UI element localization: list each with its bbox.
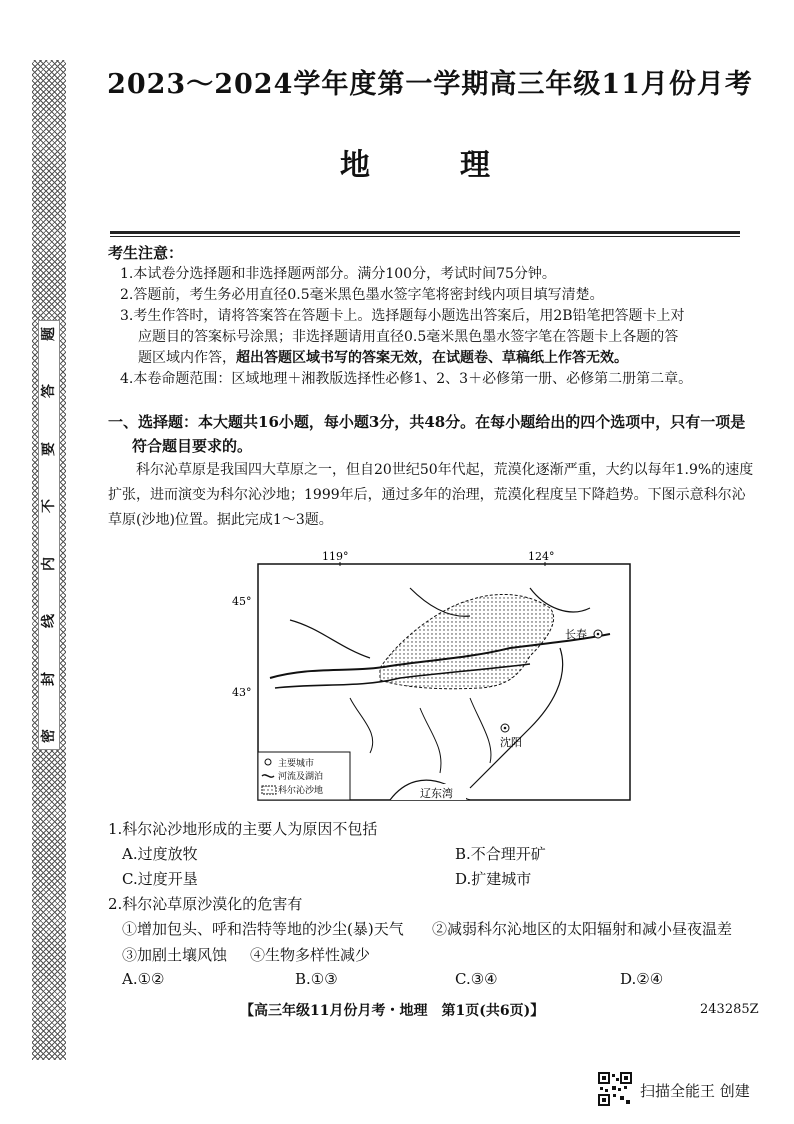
notice-item: 3.考生作答时，请将答案答在答题卡上。选择题每小题选出答案后，用2B铅笔把答题卡上对 — [120, 308, 685, 324]
map-svg — [230, 548, 650, 818]
legend-city: 主要城市 — [278, 759, 315, 769]
scanner-watermark: 扫描全能王 创建 — [640, 1082, 750, 1100]
notice-item-cont — [120, 348, 750, 369]
legend-sand: 科尔沁沙地 — [278, 786, 324, 796]
legend-river: 河流及湖泊 — [278, 772, 324, 782]
q2-statement-4: ④生物多样性减少 — [250, 946, 371, 964]
horqin-map — [230, 548, 650, 818]
notice-item-cont: 应题目的答案标号涂黑；非选择题请用直径0.5毫米黑色墨水签字笔在答题卡上各题的答 — [138, 329, 679, 345]
shenyang-marker-dot — [504, 727, 507, 730]
binding-char: 答 — [41, 384, 57, 399]
lon-label: 124° — [528, 550, 555, 563]
q2-option-a: A.①② — [122, 970, 165, 988]
q2-option-b: B.①③ — [295, 970, 338, 988]
subject-title: 地 理 — [340, 148, 520, 183]
binding-char: 内 — [41, 556, 57, 571]
legend-city-symbol — [265, 759, 271, 765]
header-rule-thin — [110, 236, 740, 237]
exam-title: 2023～2024学年度第一学期高三年级11月份月考 — [107, 69, 753, 100]
legend-sand-symbol — [262, 786, 276, 794]
page-footer: 【高三年级11月份月考・地理 第1页(共6页)】 — [240, 1003, 545, 1019]
q1-option-d: D.扩建城市 — [455, 870, 532, 888]
q2-statement-3: ③加剧土壤风蚀 — [122, 946, 228, 964]
header-rule — [110, 231, 740, 234]
q1-option-c: C.过度开垦 — [122, 870, 198, 888]
notice-item: 1.本试卷分选择题和非选择题两部分。满分100分，考试时间75分钟。 — [120, 266, 556, 282]
question-intro: 科尔沁草原是我国四大草原之一，但自20世纪50年代起，荒漠化逐渐严重，大约以每年1.9%的速度扩张，进而演变为科尔沁沙地；1999年后，通过多年的治理，荒漠化程度呈下降趋势。下图示意科尔沁草原(沙地)位置。据此完成1～3题。 — [108, 462, 754, 528]
q2-statement-2: ②减弱科尔沁地区的太阳辐射和减小昼夜温差 — [432, 920, 733, 938]
q2-option-c: C.③④ — [455, 970, 498, 988]
notice-item: 4.本卷命题范围：区域地理＋湘教版选择性必修1、2、3＋必修第一册、必修第二册第二章。 — [120, 371, 693, 387]
section-heading — [108, 410, 758, 458]
binding-char: 不 — [41, 499, 57, 514]
notice-list — [120, 264, 750, 390]
horqin-sandland-area — [380, 594, 554, 688]
lat-label: 43° — [232, 686, 252, 699]
binding-char: 线 — [41, 614, 57, 629]
city-label-changchun: 长春 — [565, 628, 587, 641]
binding-char: 题 — [41, 327, 57, 341]
q2-statement-1: ①增加包头、呼和浩特等地的沙尘(暴)天气 — [122, 920, 404, 938]
binding-char: 要 — [41, 441, 57, 456]
q1-option-a: A.过度放牧 — [122, 845, 198, 863]
notice-title: 考生注意： — [108, 244, 184, 262]
lat-label: 45° — [232, 595, 252, 608]
binding-notice — [38, 320, 60, 750]
river-southern — [350, 698, 491, 773]
question-1-stem: 1.科尔沁沙地形成的主要人为原因不包括 — [108, 820, 378, 838]
question-2-stem: 2.科尔沁草原沙漠化的危害有 — [108, 895, 303, 913]
notice-item-cont-text: 题区域内作答， — [138, 350, 236, 366]
notice-emphasis: 超出答题区域书写的答案无效，在试题卷、草稿纸上作答无效。 — [236, 350, 628, 366]
binding-char: 封 — [41, 671, 57, 686]
binding-char: 密 — [41, 728, 57, 743]
section-line: 一、选择题：本大题共16小题，每小题3分，共48分。在每小题给出的四个选项中，只有一项是 — [108, 413, 746, 431]
qr-code-icon — [598, 1072, 632, 1106]
lon-label: 119° — [322, 550, 349, 563]
exam-code: 243285Z — [700, 1002, 759, 1017]
city-label-shenyang: 沈阳 — [500, 736, 522, 749]
changchun-marker-dot — [597, 633, 600, 636]
notice-item: 2.答题前，考生务必用直径0.5毫米黑色墨水签字笔将密封线内项目填写清楚。 — [120, 287, 604, 303]
section-line: 符合题目要求的。 — [132, 437, 253, 455]
q1-option-b: B.不合理开矿 — [455, 845, 546, 863]
q2-option-d: D.②④ — [620, 970, 664, 988]
bay-label: 辽东湾 — [420, 787, 453, 800]
